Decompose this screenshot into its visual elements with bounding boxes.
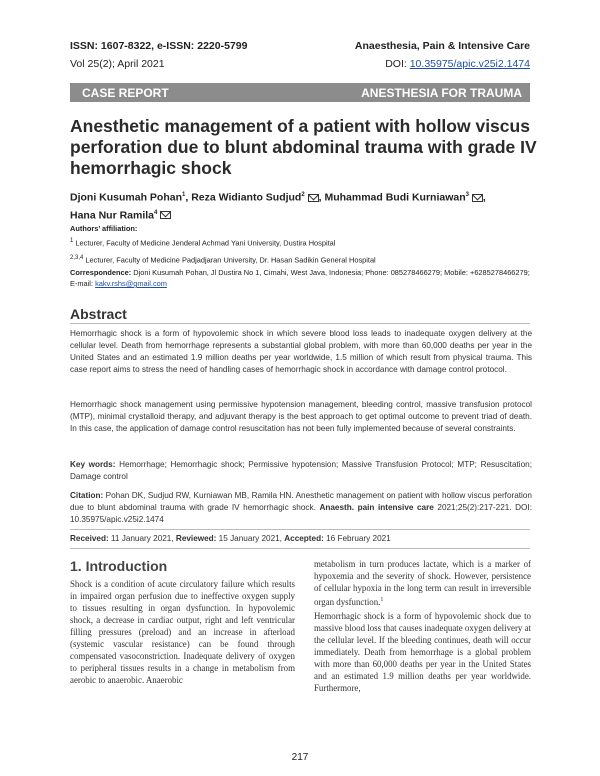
email-icon[interactable] bbox=[308, 194, 319, 202]
author-2-sup: 2 bbox=[301, 192, 305, 198]
volume: Vol 25(2); April 2021 bbox=[70, 58, 165, 70]
abstract-paragraph-1: Hemorrhagic shock is a form of hypovolemic shock in which severe blood loss leads to inadequate oxygen delivery at the cellular level. Death from hemorrhage represents a substantial global problem, with more than 60,000 deaths per year in the United States and an estimated 1.9 million deaths per year worldwide, 1.5 million of which result from physical trauma. This case report aims to stress the need of handling cases of hemorrhagic shock in accordance with damage control protocol. bbox=[70, 329, 532, 374]
dates-divider-top bbox=[70, 529, 530, 530]
affiliation-1: $^1$ Lecturer, Faculty of Medicine Jenderal Achmad Yani University, Dustira Hospital bbox=[70, 238, 336, 248]
email-icon[interactable] bbox=[472, 194, 483, 202]
banner-right: ANESTHESIA FOR TRAUMA bbox=[361, 85, 522, 100]
correspondence: Correspondence: Djoni Kusumah Pohan, Jl Dustira No 1, Cimahi, West Java, Indonesia; Phone: 085278466279; Mobile: +6285278466279; E-mail: kakv.rshs@gmail.com bbox=[70, 268, 530, 288]
doi-line bbox=[385, 58, 530, 70]
abstract-heading: Abstract bbox=[70, 306, 127, 322]
article-title: Anesthetic management of a patient with hollow viscus perforation due to blunt abdominal trauma with grade IV hemorrhagic shock bbox=[70, 116, 537, 178]
dates-divider-bottom bbox=[70, 548, 530, 549]
running-header-bottom bbox=[70, 58, 530, 70]
intro-column-2-para-1: metabolism in turn produces lactate, which is a marker of hypoxemia and the severity of shock. However, persistence of cellular hypoxia in the long term can result in irreversible organ dysfunction.$^1$ bbox=[314, 559, 531, 607]
author-1-sup: 1 bbox=[182, 192, 186, 198]
article-dates: Received: 11 January 2021, Reviewed: 15 January 2021, Accepted: 16 February 2021 bbox=[70, 534, 391, 543]
author-1: Djoni Kusumah Pohan bbox=[70, 191, 183, 204]
author-4-sup: 4 bbox=[154, 209, 158, 216]
citation: Citation: Pohan DK, Sudjud RW, Kurniawan MB, Ramila HN. Anesthetic management on patient with hollow viscus perforation due to blunt abdominal trauma with grade IV hemorrhagic shock. Anaesth. pain intensive care 2021;25(2):217-221. DOI: 10.35975/apic.v25i2.1474 bbox=[70, 491, 532, 524]
author-4: Hana Nur Ramila bbox=[70, 209, 155, 221]
affiliation-heading: Authors’ affiliation: bbox=[70, 224, 138, 233]
correspondence-email[interactable]: kakv.rshs@gmail.com bbox=[95, 279, 167, 288]
journal-name: Anaesthesia, Pain & Intensive Care bbox=[354, 40, 530, 52]
intro-column-1: Shock is a condition of acute circulatory failure which results in impaired organ perfusion due to ineffective oxygen supply to tissues resulting in organ dysfunction. In hypovolemic shock, a decrease in cardiac output, right and left ventricular filling pressures (preload) and an increase in afterload (systemic vascular resistance) can be found through compensated vasoconstriction. Inadequate delivery of oxygen to peripheral tissues results in a change in metabolism from aerobic to anaerobic. Anaerobic bbox=[70, 579, 295, 685]
introduction-heading: 1. Introduction bbox=[70, 558, 168, 574]
affiliation-2: $^{2,3,4}$ Lecturer, Faculty of Medicine Padjadjaran University, Dr. Hasan Sadikin General Hospital bbox=[70, 255, 376, 265]
doi-link[interactable]: 10.35975/apic.v25i2.1474 bbox=[409, 58, 530, 70]
abstract-divider bbox=[70, 323, 530, 324]
author-2: , Reza Widianto Sudjud bbox=[185, 191, 302, 204]
keywords: Key words: Hemorrhage; Hemorrhagic shock; Permissive hypotension; Massive Transfusion Protocol; MTP; Resuscitation; Damage control bbox=[70, 460, 532, 481]
banner-left: CASE REPORT bbox=[82, 85, 169, 100]
author-3: , Muhammad Budi Kurniawan bbox=[318, 191, 466, 204]
abstract-paragraph-2: Hemorrhagic shock management using permissive hypotension management, bleeding control, massive transfusion protocol (MTP), minimal crystalloid therapy, and adjuvant therapy is the best approach to get optimal outcome to prevent triad of death. In this case, the application of damage control resuscitation has not been fully implemented because of several constraints. bbox=[70, 400, 532, 433]
article-type-banner bbox=[70, 83, 530, 102]
email-icon[interactable] bbox=[160, 211, 171, 219]
doi-label: DOI: bbox=[385, 58, 407, 70]
author-list: Djoni Kusumah Pohan$^1$, Reza Widianto Sudjud$^2$ , Muhammad Budi Kurniawan$^3$ , Hana Nur Ramila$^4$ bbox=[70, 191, 486, 221]
issn: ISSN: 1607-8322, e-ISSN: 2220-5799 bbox=[70, 40, 248, 52]
intro-column-2-para-2: Hemorrhagic shock is a form of hypovolemic shock due to massive blood loss that causes inadequate oxygen delivery at the cellular level. If the bleeding continues, death will occur immediately. Death from hemorrhage is a global problem with more than 60,000 deaths per year in the United States and an estimated 1.9 million deaths per year worldwide. Furthermore, bbox=[314, 611, 531, 693]
running-header-top bbox=[70, 40, 530, 52]
page-number: 217 bbox=[291, 752, 309, 763]
author-3-sup: 3 bbox=[465, 192, 469, 198]
